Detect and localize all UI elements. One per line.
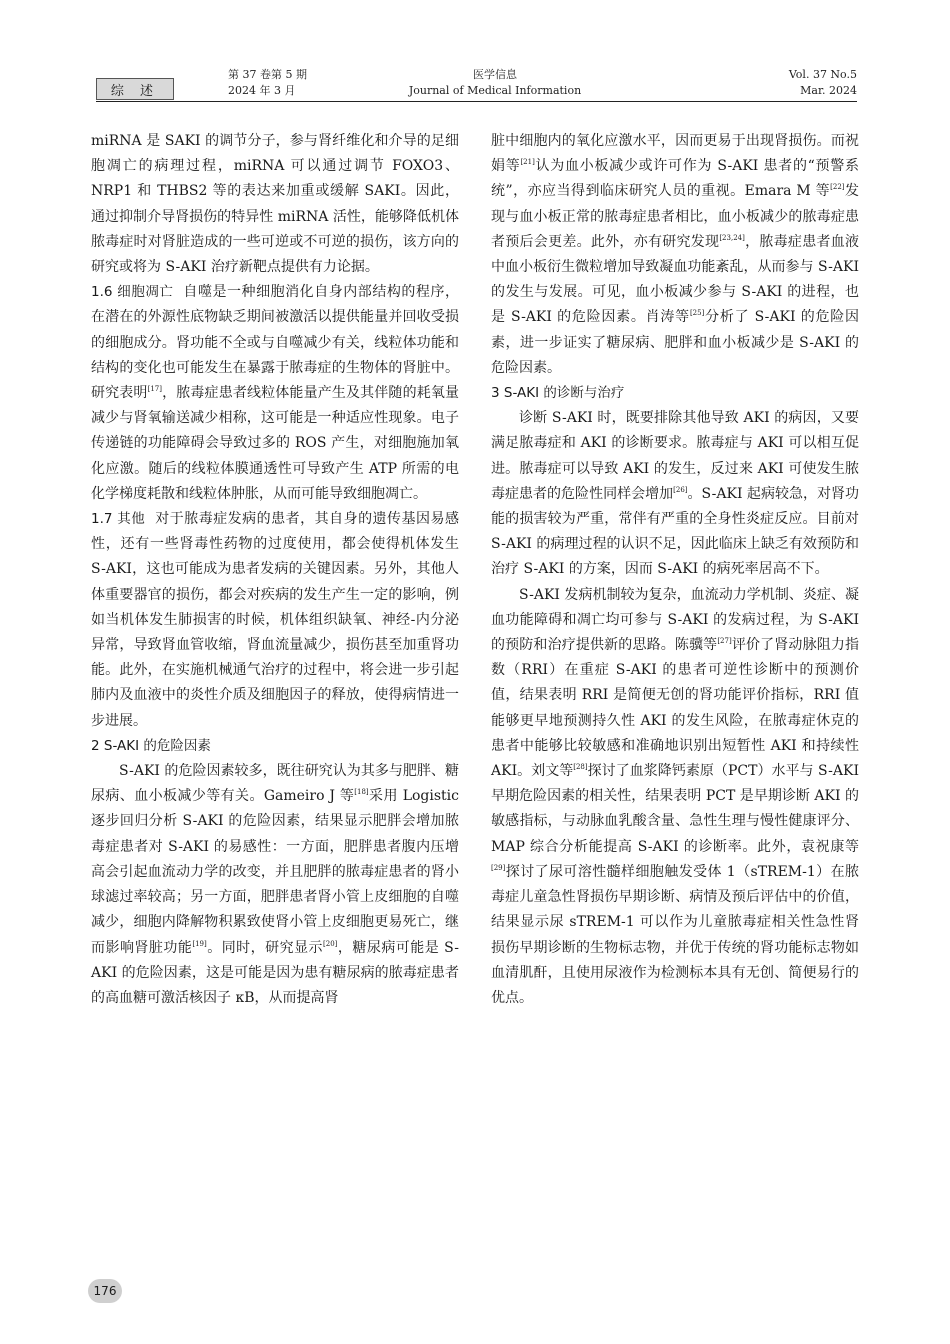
right-column [491,129,859,1011]
volume-cn: 第 37 卷第 5 期 [228,68,307,81]
citation: [22] [830,183,845,192]
page-header [0,0,950,110]
issue-info-cn [228,67,307,99]
issue-info-en [789,67,857,99]
volume-en: Vol. 37 No.5 [788,68,857,81]
paragraph-risk-factors: S-AKI 的危险因素较多，既往研究认为其多与肥胖、糖尿病、血小板减少等有关。Gameiro J 等[18]采用 Logistic 逐步回归分析 S-AKI 的危险因素，结果显示肥胖会增加脓毒症患者对 S-AKI 的易感性：一方面，肥胖患者腹内压增高会引起血流动力学的改变，并且肥胖的脓毒症患者的肾小球滤过率较高；另一方面，肥胖患者肾小管上皮细胞的自噬减少，细胞内降解物积累致使肾小管上皮细胞更易死亡，继而影响肾脏功能[19]。同时，研究显示[20]，糖尿病可能是 S-AKI 的危险因素，这是可能是因为患有糖尿病的脓毒症患者的高血糖可激活核因子 κB，从而提高肾 [91,763,460,1006]
paragraph-diagnosis: 诊断 S-AKI 时，既要排除其他导致 AKI 的病因，又要满足脓毒症和 AKI 的诊断要求。脓毒症与 AKI 可以相互促进。脓毒症可以导致 AKI 的发生，反过来 AKI 可使发生脓毒症患者的危险性同样会增加[26]。S-AKI 起病较急，对肾功能的损害较为严重，常伴有严重的全身性炎症反应。目前对 S-AKI 的病理过程的认识不足，因此临床上缺乏有效预防和治疗 S-AKI 的方案，因而 S-AKI 的病死率居高不下。 [491,410,860,578]
journal-name-en: Journal of Medical Information [408,84,582,97]
section-1-6: 1.6 细胞凋亡 自噬是一种细胞消化自身内部结构的程序，在潜在的外源性底物缺乏期间被激活以提供能量并回收受损的细胞成分。肾功能不全或与自噬减少有关，线粒体功能和结构的变化也可能发生在暴露于脓毒症的生物体的肾脏中。研究表明[17]，脓毒症患者线粒体能量产生及其伴随的耗氧量减少与肾氧输送减少相称，这可能是一种适应性现象。电子传递链的功能障碍会导致过多的 ROS 产生，对细胞施加氧化应激。随后的线粒体膜通透性可导致产生 ATP 所需的电化学梯度耗散和线粒体肿胀，从而可能导致细胞凋亡。 [91,284,460,502]
citation: [19] [192,939,207,948]
paragraph-treatment: S-AKI 发病机制较为复杂，血流动力学机制、炎症、凝血功能障碍和凋亡均可参与 S-AKI 的发病过程，为 S-AKI 的预防和治疗提供新的思路。陈骥等[27]评价了肾动脉阻力指数（RRI）在重症 S-AKI 的患者可逆性诊断中的预测价值，结果表明 RRI 是简便无创的肾功能评价指标，RRI 值能够更早地预测持久性 AKI 的发生风险，在脓毒症休克的患者中能够比较敏感和准确地识别出短暂性 AKI 和持续性 AKI。刘文等[28]探讨了血浆降钙素原（PCT）水平与 S-AKI 早期危险因素的相关性，结果表明 PCT 是早期诊断 AKI 的敏感指标，与动脉血乳酸含量、急性生理与慢性健康评分、MAP 综合分析能提高 S-AKI 的诊断率。此外，袁祝康等[29]探讨了尿可溶性髓样细胞触发受体 1（sTREM-1）在脓毒症儿童急性肾损伤早期诊断、病情及预后评估中的价值，结果显示尿 sTREM-1 可以作为儿童脓毒症相关性急性肾损伤早期诊断的生物标志物，并优于传统的肾功能标志物如血清肌酐，且使用尿液作为检测标本具有无创、简便易行的优点。 [491,586,860,1006]
section-1-7-title: 1.7 其他 [91,511,146,528]
section-3-heading: 3 S-AKI 的诊断与治疗 [491,385,625,402]
citation: [17] [147,385,162,394]
page-number: 176 [88,1279,122,1303]
paragraph-mirna: miRNA 是 SAKI 的调节分子，参与肾纤维化和介导的足细胞凋亡的病理过程，miRNA 可以通过调节 FOXO3、NRP1 和 THBS2 等的表达来加重或缓解 SAKI。因此，通过抑制介导肾损伤的特异性 miRNA 活性，能够降低机体脓毒症时对肾脏造成的一些可逆或不可逆的损伤，该方向的研究或将为 S-AKI 治疗新靶点提供有力论据。 [91,133,459,276]
journal-name-cn: 医学信息 [473,68,517,81]
citation: [27] [717,637,732,646]
paragraph-platelet: 脏中细胞内的氧化应激水平，因而更易于出现肾损伤。而祝娟等[21]认为血小板减少或许可作为 S-AKI 患者的“预警系统”，亦应当得到临床研究人员的重视。Emara M 等[22]发现与血小板正常的脓毒症患者相比，血小板减少的脓毒症患者预后会更差。此外，亦有研究发现[23,24]，脓毒症患者血液中血小板衍生微粒增加导致凝血功能紊乱，从而参与 S-AKI 的发生与发展。可见，血小板减少参与 S-AKI 的进程，也是 S-AKI 的危险因素。肖涛等[25]分析了 S-AKI 的危险因素，进一步证实了糖尿病、肥胖和血小板减少是 S-AKI 的危险因素。 [491,133,860,376]
citation: [26] [673,485,688,494]
section-2-heading: 2 S-AKI 的危险因素 [91,737,211,754]
citation: [28] [573,763,588,772]
section-1-6-title: 1.6 细胞凋亡 [91,284,174,301]
section-label: 综 述 [96,78,174,100]
citation: [25] [689,309,705,318]
header-rule [96,101,857,102]
citation: [23,24] [719,233,745,242]
citation: [18] [354,788,369,797]
date-cn: 2024 年 3 月 [228,84,296,97]
section-1-7: 1.7 其他 对于脓毒症发病的患者，其自身的遗传基因易感性，还有一些肾毒性药物的过度使用，都会使得机体发生 S-AKI，这也可能成为患者发病的关键因素。另外，其他人体重要器官的损伤，都会对疾病的发生产生一定的影响，例如当机体发生肺损害的时候，机体组织缺氧、神经-内分泌异常，导致肾血管收缩，肾血流量减少，损伤甚至加重肾功能。此外，在实施机械通气治疗的过程中，将会进一步引起肺内及血液中的炎性介质及细胞因子的释放，使得病情进一步进展。 [91,511,460,729]
citation: [21] [520,158,535,167]
left-column [91,129,459,1011]
citation: [20] [323,939,338,948]
date-en: Mar. 2024 [800,84,857,97]
citation: [29] [491,863,506,872]
journal-title [395,67,595,99]
